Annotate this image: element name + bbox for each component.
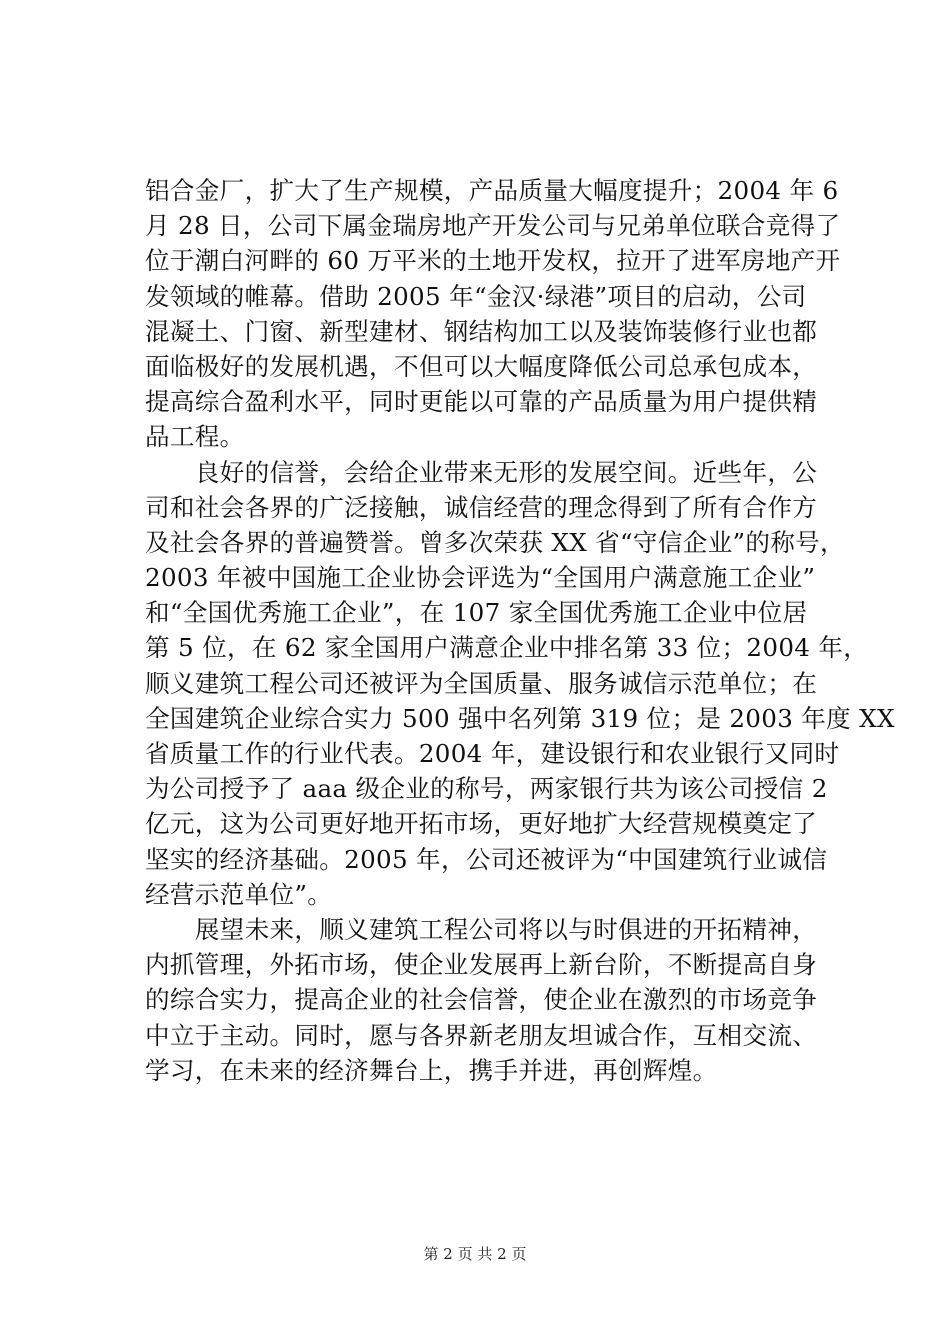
- text-line: 省质量工作的行业代表。2004 年，建设银行和农业银行又同时: [145, 739, 840, 768]
- text-line: 坚实的经济基础。2005 年，公司还被评为“中国建筑行业诚信: [145, 844, 828, 874]
- text-line: 第 5 位，在 62 家全国用户满意企业中排名第 33 位；2004 年，: [145, 633, 869, 663]
- text-line: 和“全国优秀施工企业”，在 107 家全国优秀施工企业中位居: [145, 598, 808, 628]
- text-line: 展望未来，顺义建筑工程公司将以与时俱进的开拓精神，: [145, 914, 818, 944]
- text-line: 及社会各界的普遍赞誉。曾多次荣获 XX 省“守信企业”的称号，: [145, 527, 845, 557]
- text-line: 品工程。: [145, 422, 245, 452]
- text-line: 铝合金厂，扩大了生产规模，产品质量大幅度提升；2004 年 6: [145, 176, 839, 205]
- text-line: 2003 年被中国施工企业协会评选为“全国用户满意施工企业”: [145, 563, 816, 593]
- document-body: [145, 173, 895, 1088]
- text-line: 中立于主动。同时，愿与各界新老朋友坦诚合作，互相交流、: [145, 1020, 818, 1050]
- page-number-label: 第 2 页 共 2 页: [423, 1245, 527, 1263]
- text-line: 的综合实力，提高企业的社会信誉，使企业在激烈的市场竞争: [145, 985, 818, 1015]
- text-line: 司和社会各界的广泛接触，诚信经营的理念得到了所有合作方: [145, 492, 818, 522]
- text-line: 提高综合盈利水平，同时更能以可靠的产品质量为用户提供精: [145, 387, 818, 417]
- text-line: 发领域的帷幕。借助 2005 年“金汉·绿港”项目的启动，公司: [145, 281, 807, 311]
- text-line: 混凝土、门窗、新型建材、钢结构加工以及装饰装修行业也都: [145, 316, 818, 346]
- text-line: 月 28 日，公司下属金瑞房地产开发公司与兄弟单位联合竞得了: [145, 211, 841, 241]
- text-line: 顺义建筑工程公司还被评为全国质量、服务诚信示范单位；在: [145, 668, 818, 698]
- text-line: 亿元，这为公司更好地开拓市场，更好地扩大经营规模奠定了: [145, 809, 818, 839]
- text-line: 良好的信誉，会给企业带来无形的发展空间。近些年，公: [145, 457, 818, 487]
- text-line: 学习，在未来的经济舞台上，携手并进，再创辉煌。: [145, 1055, 718, 1085]
- text-line: 经营示范单位”。: [145, 879, 333, 909]
- text-line: 为公司授予了 aaa 级企业的称号，两家银行共为该公司授信 2: [145, 774, 828, 804]
- page-footer: [0, 1244, 950, 1264]
- text-line: 全国建筑企业综合实力 500 强中名列第 319 位；是 2003 年度 XX: [145, 703, 895, 733]
- text-line: 内抓管理，外拓市场，使企业发展再上新台阶，不断提高自身: [145, 950, 818, 980]
- text-line: 面临极好的发展机遇，不但可以大幅度降低公司总承包成本，: [145, 351, 818, 381]
- text-line: 位于潮白河畔的 60 万平米的土地开发权，拉开了进军房地产开: [145, 246, 841, 276]
